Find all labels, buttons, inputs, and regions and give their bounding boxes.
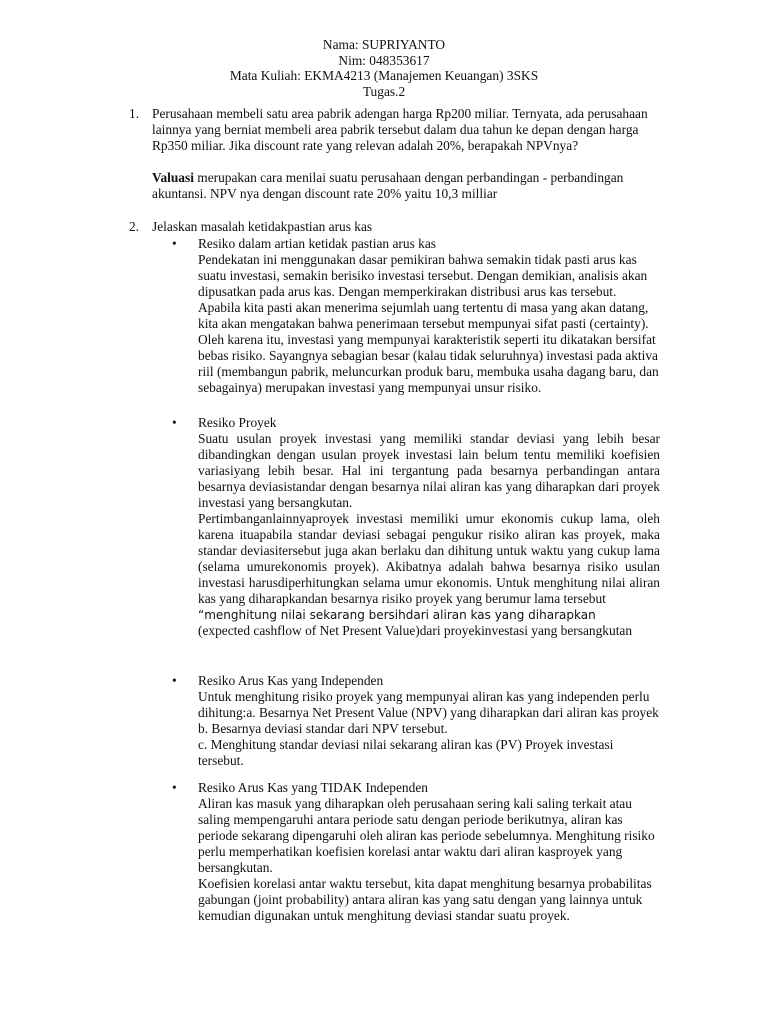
bullet-title: Resiko Arus Kas yang TIDAK Independen: [198, 780, 428, 795]
bullet-title: Resiko Proyek: [198, 415, 277, 430]
bullet-title: Resiko Arus Kas yang Independen: [198, 673, 384, 688]
bullet-paragraph: “menghitung nilai sekarang bersihdari aliran kas yang diharapkan: [198, 608, 596, 622]
bullet-paragraph: Pertimbanganlainnyaproyek investasi memiliki umur ekonomis cukup lama, oleh karena ituapabila standar deviasi sebagai pengukur risiko aliran kas proyek, maka standar deviasitersebut juga akan berlaku dan dihitung untuk waktu yang cukup lama (selama umurekonomis proyek). Akibatnya adalah bahwa besarnya risiko usulan investasi harusdiperhitungkan selama umur ekonomis. Untuk menghitung nilai aliran kas yang diharapkandan besarnya risiko proyek yang berumur lama tersebut: [198, 511, 660, 606]
answer-text: [152, 170, 672, 202]
bullet-icon: •: [172, 780, 177, 795]
bullet-paragraph: Untuk menghitung risiko proyek yang mempunyai aliran kas yang independen perlu dihitung:a. Besarnya Net Present Value (NPV) yang diharapkan dari aliran kas proyek: [198, 689, 659, 720]
bullet-paragraph: c. Menghitung standar deviasi nilai sekarang aliran kas (PV) Proyek investasi tersebut.: [198, 737, 614, 768]
answer-bold-term: Valuasi: [152, 170, 194, 185]
question-number: 1.: [129, 106, 140, 121]
student-nim: Nim: 048353617: [338, 52, 430, 68]
question-text: Jelaskan masalah ketidakpastian arus kas: [152, 219, 373, 234]
course-title: Mata Kuliah: EKMA4213 (Manajemen Keuangan) 3SKS: [229, 68, 539, 84]
question-text: Perusahaan membeli satu area pabrik adengan harga Rp200 miliar. Ternyata, ada perusahaan lainnya yang berniat membeli area pabrik tersebut dalam dua tahun ke depan dengan harga Rp350 miliar. Jika discount rate yang relevan adalah 20%, berapakah NPVnya?: [152, 106, 648, 153]
bullet-paragraph: Suatu usulan proyek investasi yang memiliki standar deviasi yang lebih besar dibandingkan dengan usulan proyek investasi lain belum tentu memiliki koefisien variasiyang lebih besar. Hal ini tergantung pada besarnya perbandingan antara besarnya deviasistandar dengan besarnya nilai aliran kas yang diharapkan dari proyek investasi yang bersangkutan.: [198, 431, 660, 510]
bullet-title: Resiko dalam artian ketidak pastian arus kas: [198, 236, 436, 251]
bullet-paragraph: (expected cashflow of Net Present Value)dari proyekinvestasi yang bersangkutan: [198, 623, 633, 638]
document-header: [0, 37, 768, 99]
bullet-paragraph: Aliran kas masuk yang diharapkan oleh perusahaan sering kali saling terkait atau saling mempengaruhi antara periode satu dengan periode berikutnya, aliran kas periode sekarang dipengaruhi oleh aliran kas periode sebelumnya. Menghitung risiko perlu memperhatikan koefisien korelasi antar waktu dari aliran kasproyek yang bersangkutan.: [198, 796, 655, 875]
bullet-paragraph: b. Besarnya deviasi standar dari NPV tersebut.: [198, 721, 448, 736]
bullet-icon: •: [172, 236, 177, 251]
bullet-icon: •: [172, 415, 177, 430]
bullet-paragraph: Apabila kita pasti akan menerima sejumlah uang tertentu di masa yang akan datang, kita akan mengatakan bahwa penerimaan tersebut mempunyai sifat pasti (certainty). Oleh karena itu, investasi yang mempunyai karakteristik seperti itu dikatakan bersifat bebas risiko. Sayangnya sebagian besar (kalau tidak seluruhnya) investasi pada aktiva riil (membangun pabrik, meluncurkan produk baru, membuka usaha dagang baru, dan sebagainya) merupakan investasi yang mempunyai unsur risiko.: [198, 300, 659, 395]
bullet-paragraph: Koefisien korelasi antar waktu tersebut, kita dapat menghitung besarnya probabilitas gabungan (joint probability) antara aliran kas yang satu dengan yang lainnya untuk kemudian digunakan untuk menghitung deviasi standar suatu proyek.: [198, 876, 652, 923]
question-number: 2.: [129, 219, 140, 234]
answer-rest: merupakan cara menilai suatu perusahaan dengan perbandingan - perbandingan akuntansi. NPV nya dengan discount rate 20% yaitu 10,3 milliar: [152, 170, 624, 201]
bullet-icon: •: [172, 673, 177, 688]
task-title: Tugas.2: [362, 83, 406, 99]
student-name: Nama: SUPRIYANTO: [322, 37, 446, 52]
bullet-paragraph: Pendekatan ini menggunakan dasar pemikiran bahwa semakin tidak pasti arus kas suatu investasi, semakin berisiko investasi tersebut. Dengan demikian, analisis akan dipusatkan pada arus kas. Dengan memperkirakan distribusi arus kas tersebut.: [198, 252, 648, 299]
